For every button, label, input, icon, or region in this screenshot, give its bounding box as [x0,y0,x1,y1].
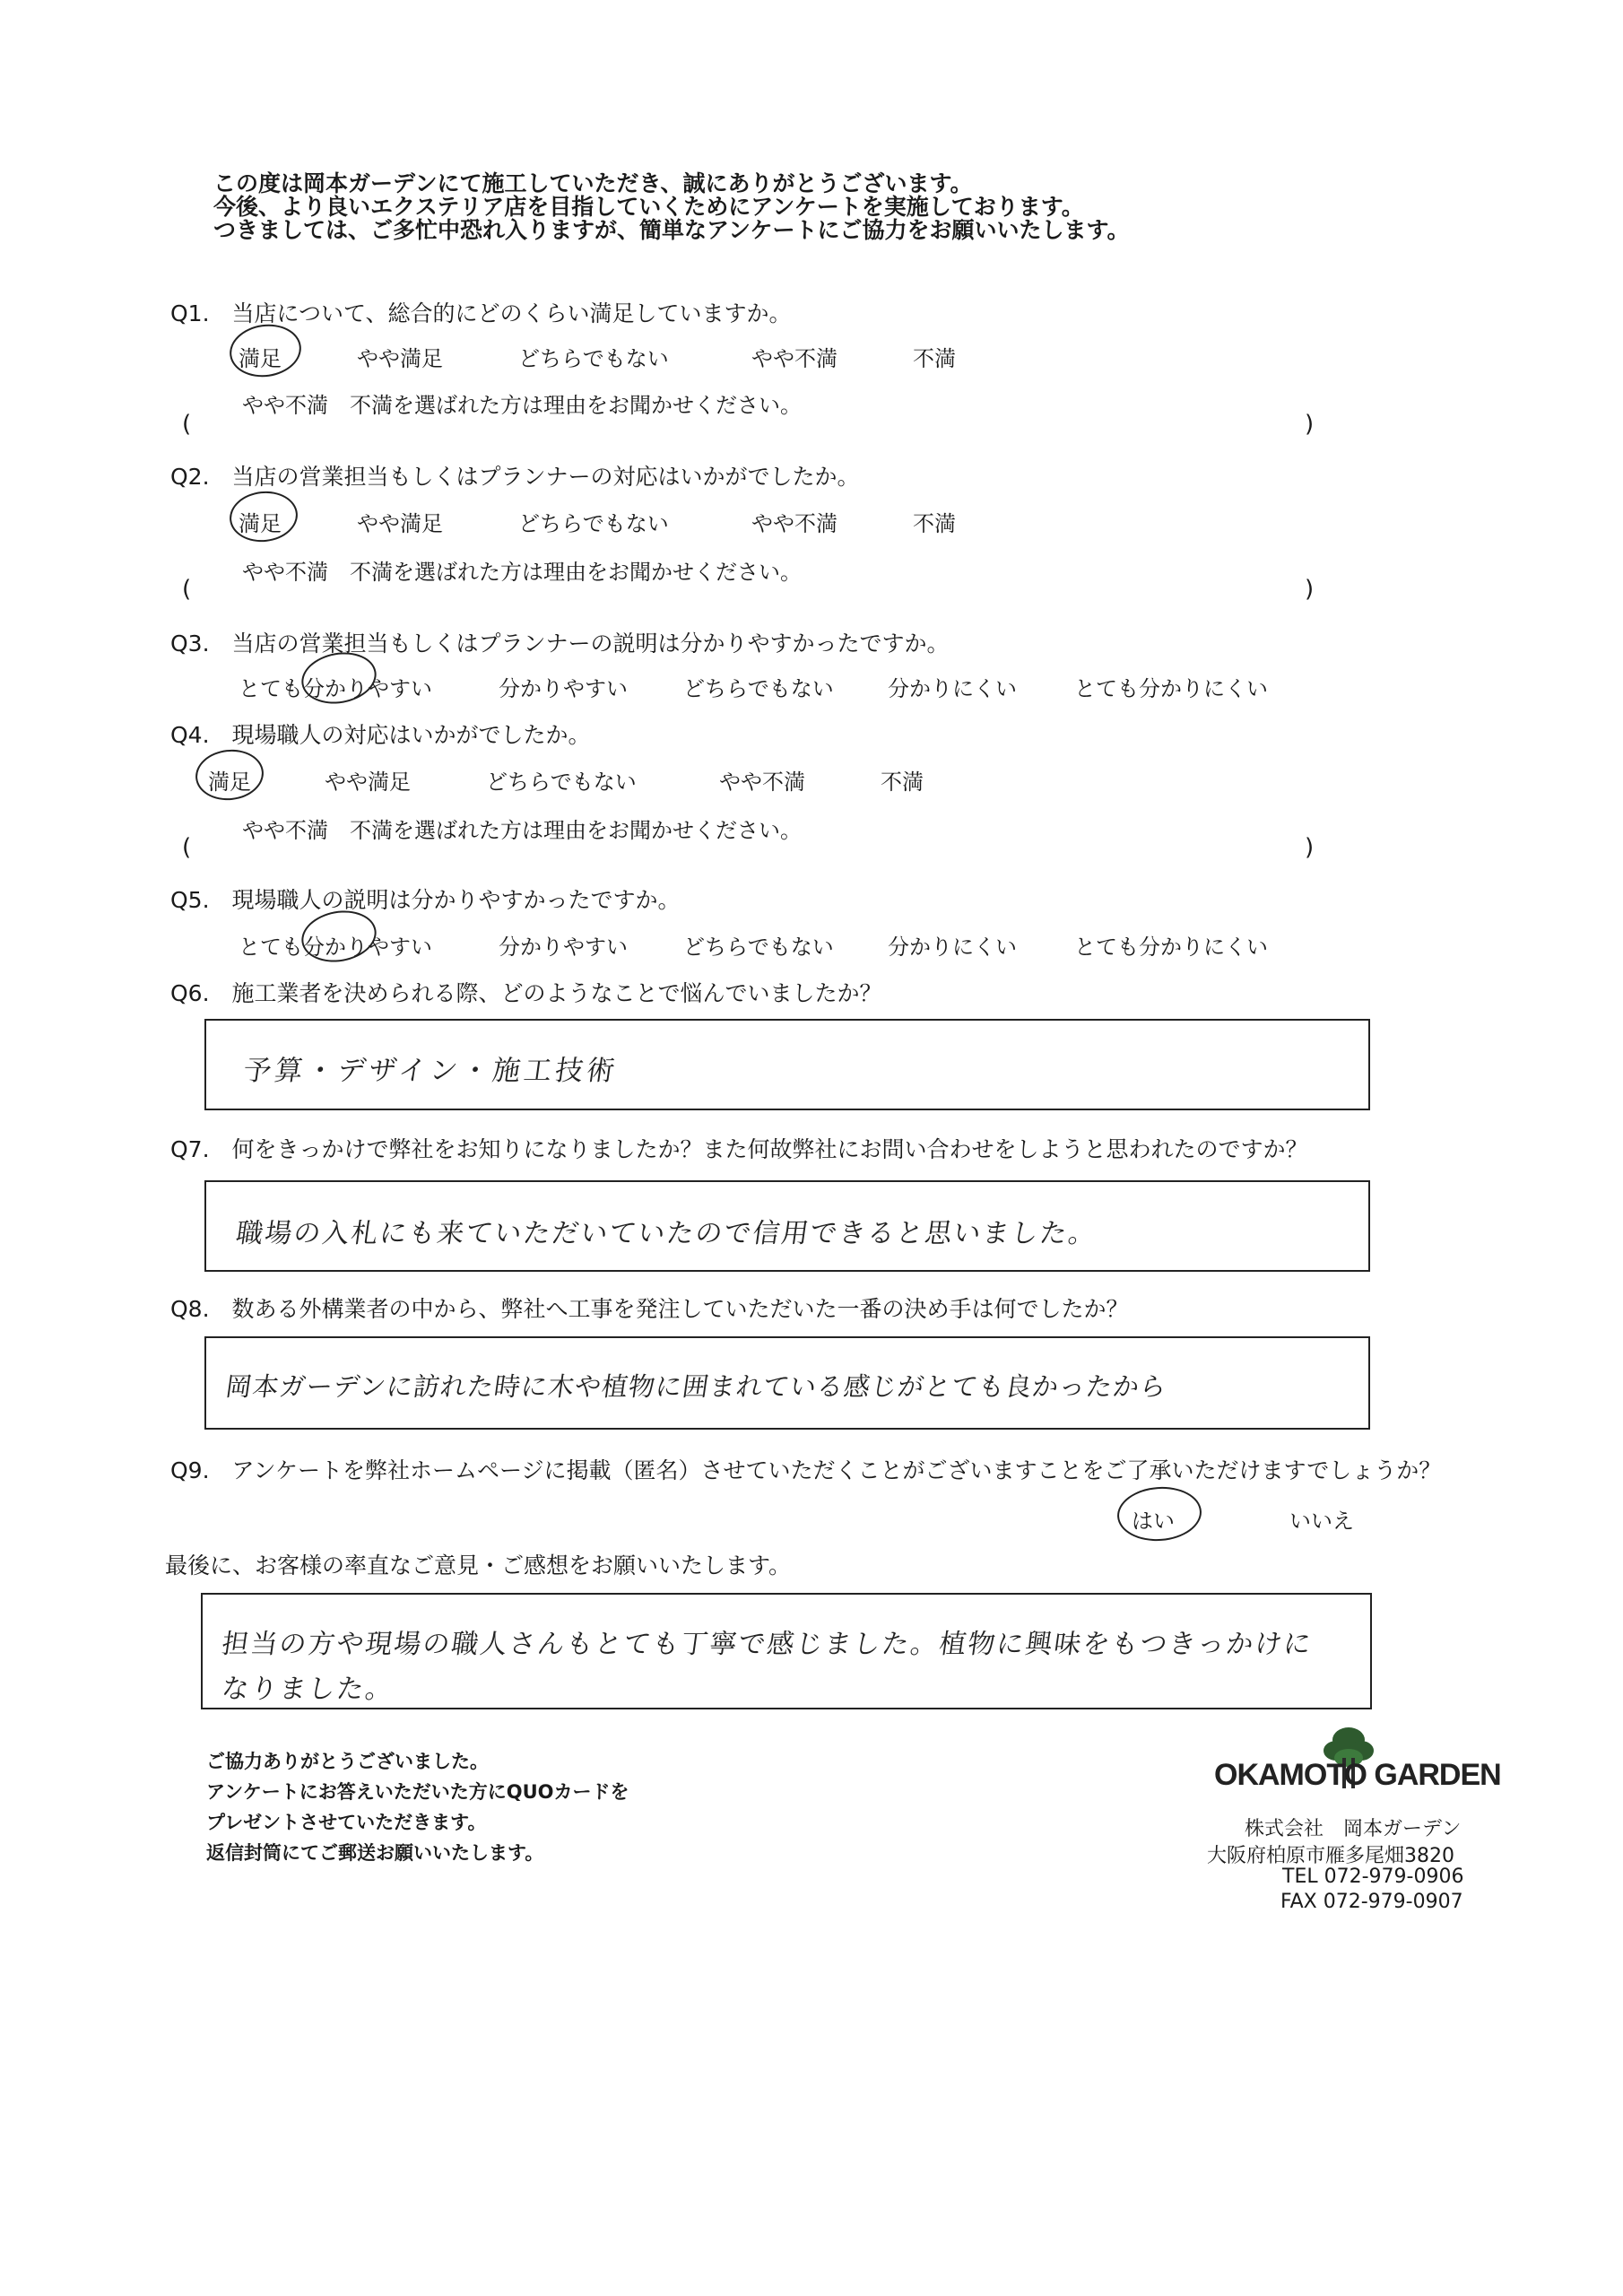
company-fax: FAX 072-979-0907 [1280,1891,1463,1913]
q7-answer-box[interactable] [204,1180,1370,1272]
q2-question: Q2. 当店の営業担当もしくはプランナーの対応はいかがでしたか。 [170,464,860,490]
q2-option-5[interactable]: 不満 [913,511,956,536]
company-address: 大阪府柏原市雁多尾畑3820 [1207,1845,1454,1867]
intro-line-2: 今後、より良いエクステリア店を目指していくためにアンケートを実施しております。 [213,194,1084,220]
q4-selected-circle [193,746,265,804]
footer-line-4: 返信封筒にてご郵送お願いいたします。 [206,1842,544,1864]
q4-reason-prompt: やや不満 不満を選ばれた方は理由をお聞かせください。 [242,818,802,843]
q2-paren-open: ( [182,576,192,603]
q3-option-5[interactable]: とても分かりにくい [1074,676,1268,701]
company-logo [1214,1722,1501,1794]
q7-question: Q7. 何をきっかけで弊社をお知りになりましたか？また何故弊社にお問い合わせをしようと思われたのですか？ [170,1136,1308,1162]
q6-question: Q6. 施工業者を決められる際、どのようなことで悩んでいましたか？ [170,980,882,1006]
q1-question: Q1. 当店について、総合的にどのくらい満足していますか。 [170,300,792,326]
company-tel: TEL 072-979-0906 [1282,1866,1464,1888]
intro-line-3: つきましては、ご多忙中恐れ入りますが、簡単なアンケートにご協力をお願いいたします。 [213,217,1130,243]
company-name: 株式会社 岡本ガーデン [1245,1818,1462,1840]
q1-option-1[interactable]: 満足 [239,346,282,371]
final-prompt: 最後に、お客様の率直なご意見・ご感想をお願いいたします。 [165,1552,792,1578]
q4-option-3[interactable]: どちらでもない [486,770,637,795]
q3-question: Q3. 当店の営業担当もしくはプランナーの説明は分かりやすかったですか。 [170,631,950,657]
q8-question: Q8. 数ある外構業者の中から、弊社へ工事を発注していただいた一番の決め手は何でしたか？ [170,1296,1129,1322]
q1-option-4[interactable]: やや不満 [751,346,838,371]
q9-option-no[interactable]: いいえ [1289,1509,1354,1534]
q5-option-5[interactable]: とても分かりにくい [1074,935,1268,960]
q9-option-yes[interactable]: はい [1132,1509,1175,1534]
q5-question: Q5. 現場職人の説明は分かりやすかったですか。 [170,887,681,913]
q6-answer-box[interactable] [204,1019,1370,1110]
q4-option-1[interactable]: 満足 [208,770,251,795]
q8-answer-text: 岡本ガーデンに訪れた時に木や植物に囲まれている感じがとても良かったから [223,1371,1169,1402]
q3-option-1[interactable]: とても分かりやすい [239,676,432,701]
footer-thanks: ご協力ありがとうございました。 [206,1751,489,1772]
q2-option-4[interactable]: やや不満 [751,511,838,536]
final-answer-line-2: なりました。 [220,1674,396,1705]
q2-option-3[interactable]: どちらでもない [518,511,669,536]
q4-question: Q4. 現場職人の対応はいかがでしたか。 [170,722,591,748]
q2-paren-close: ) [1305,576,1315,603]
q1-option-2[interactable]: やや満足 [357,346,443,371]
q4-paren-open: ( [182,834,192,861]
q5-option-1[interactable]: とても分かりやすい [239,935,432,960]
q7-answer-text: 職場の入札にも来ていただいていたので信用できると思いました。 [234,1218,1099,1249]
q5-option-4[interactable]: 分かりにくい [888,935,1017,960]
q2-reason-prompt: やや不満 不満を選ばれた方は理由をお聞かせください。 [242,560,802,585]
q1-reason-prompt: やや不満 不満を選ばれた方は理由をお聞かせください。 [242,393,802,418]
intro-text [213,172,1130,242]
q3-option-4[interactable]: 分かりにくい [888,676,1017,701]
q1-paren-close: ) [1305,411,1315,438]
q1-option-5[interactable]: 不満 [913,346,956,371]
q2-option-1[interactable]: 満足 [239,511,282,536]
final-answer-box[interactable] [201,1593,1372,1709]
q4-option-2[interactable]: やや満足 [325,770,411,795]
q6-answer-text: 予算・デザイン・施工技術 [240,1055,621,1087]
footer-line-2: アンケートにお答えいただいた方にQUOカードを [206,1781,629,1803]
q5-option-3[interactable]: どちらでもない [683,935,834,960]
q9-question: Q9. アンケートを弊社ホームページに掲載（匿名）させていただくことがございますことをご了承いただけますでしょうか？ [170,1457,1442,1483]
q1-option-3[interactable]: どちらでもない [518,346,669,371]
footer-line-3: プレゼントさせていただきます。 [206,1812,487,1833]
q2-option-2[interactable]: やや満足 [357,511,443,536]
intro-line-1: この度は岡本ガーデンにて施工していただき、誠にありがとうございます。 [213,170,973,196]
q1-paren-open: ( [182,411,192,438]
q8-answer-box[interactable] [204,1336,1370,1430]
final-answer-line-1: 担当の方や現場の職人さんもとても丁寧で感じました。植物に興味をもつきっかけに [220,1629,1315,1660]
q4-option-5[interactable]: 不満 [881,770,924,795]
q9-selected-circle [1115,1484,1203,1544]
company-logo-text: OKAMOTO GARDEN [1214,1758,1501,1792]
q3-option-2[interactable]: 分かりやすい [499,676,628,701]
q4-option-4[interactable]: やや不満 [719,770,805,795]
q3-option-3[interactable]: どちらでもない [683,676,834,701]
q4-paren-close: ) [1305,834,1315,861]
q5-option-2[interactable]: 分かりやすい [499,935,628,960]
